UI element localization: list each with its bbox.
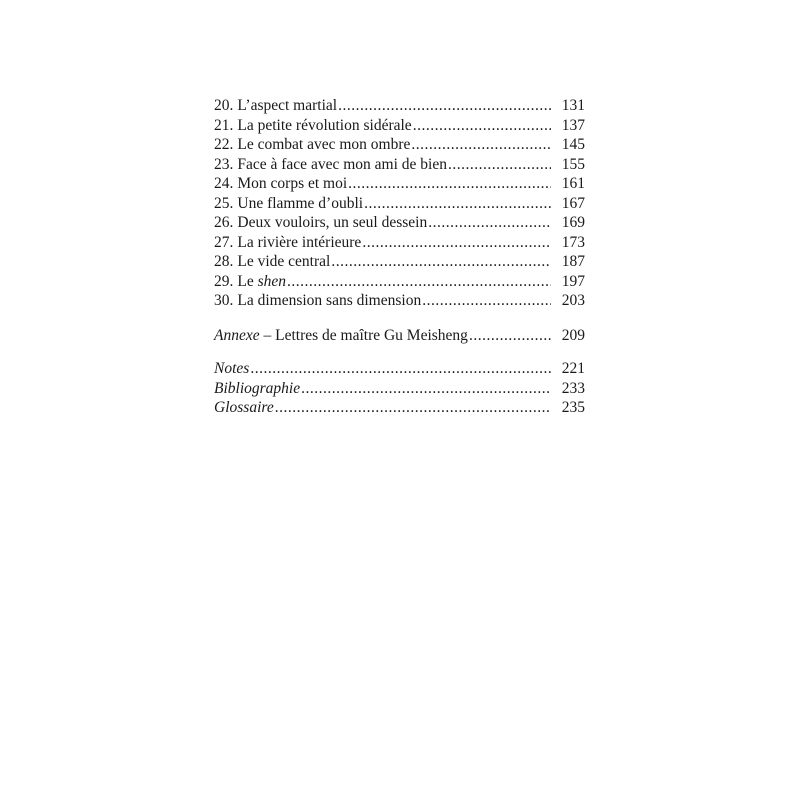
annex-label: Annexe xyxy=(214,326,260,344)
page-number: 203 xyxy=(561,292,585,309)
page-number: 173 xyxy=(561,233,585,251)
chapter-title: Face à face avec mon ami de bien xyxy=(237,155,447,173)
toc-entry-chapter-20 xyxy=(214,96,585,116)
page-number: 235 xyxy=(561,399,585,416)
toc-entry-chapter-30 xyxy=(214,291,585,311)
toc-entry-notes xyxy=(214,359,585,379)
chapter-title-italic: shen xyxy=(257,272,287,290)
table-of-contents xyxy=(214,96,585,418)
dot-leader xyxy=(469,326,551,346)
page-number: 137 xyxy=(561,116,585,134)
chapter-title-prefix: Le xyxy=(237,272,258,290)
dot-leader xyxy=(250,359,551,379)
dot-leader xyxy=(348,174,551,194)
chapter-number: 26. xyxy=(214,214,234,231)
dot-leader xyxy=(411,135,551,155)
toc-entry-chapter-23 xyxy=(214,155,585,175)
chapter-title: La rivière intérieure xyxy=(237,233,362,251)
back-matter-title: Notes xyxy=(214,360,250,377)
chapter-title: L’aspect martial xyxy=(237,97,338,114)
page-number: 221 xyxy=(561,360,585,377)
chapter-number: 22. xyxy=(214,136,234,153)
dot-leader xyxy=(364,194,551,214)
back-matter-title: Bibliographie xyxy=(214,379,301,397)
chapter-number: 24. xyxy=(214,175,234,192)
chapter-title: Le vide central xyxy=(237,253,331,270)
dot-leader xyxy=(338,96,551,116)
chapter-title: Le combat avec mon ombre xyxy=(237,136,411,153)
toc-entry-annex xyxy=(214,326,585,346)
chapter-number: 28. xyxy=(214,253,234,270)
toc-entry-chapter-25 xyxy=(214,194,585,214)
page-number: 233 xyxy=(561,379,585,397)
page-number: 145 xyxy=(561,136,585,153)
page-number: 167 xyxy=(561,194,585,212)
dot-leader xyxy=(301,379,551,399)
toc-entry-chapter-22 xyxy=(214,135,585,155)
chapter-number: 23. xyxy=(214,155,234,173)
page-number: 169 xyxy=(561,214,585,231)
toc-entry-chapter-29 xyxy=(214,272,585,292)
page-number: 131 xyxy=(561,97,585,114)
section-spacer xyxy=(214,311,585,326)
chapter-number: 29. xyxy=(214,272,234,290)
page-number: 155 xyxy=(561,155,585,173)
toc-entry-bibliographie xyxy=(214,379,585,399)
dot-leader xyxy=(413,116,551,136)
chapter-number: 27. xyxy=(214,233,234,251)
annex-title: – Lettres de maître Gu Meisheng xyxy=(259,326,468,344)
toc-entry-chapter-28 xyxy=(214,252,585,272)
chapter-number: 30. xyxy=(214,292,234,309)
toc-entry-chapter-24 xyxy=(214,174,585,194)
dot-leader xyxy=(422,291,551,311)
page-number: 161 xyxy=(561,175,585,192)
chapter-title: Mon corps et moi xyxy=(237,175,348,192)
toc-entry-chapter-26 xyxy=(214,213,585,233)
toc-entry-chapter-27 xyxy=(214,233,585,253)
dot-leader xyxy=(275,398,551,418)
chapter-number: 25. xyxy=(214,194,234,212)
section-spacer xyxy=(214,345,585,359)
dot-leader xyxy=(287,272,551,292)
chapter-title: La dimension sans dimension xyxy=(237,292,422,309)
chapter-title: Une flamme d’oubli xyxy=(237,194,364,212)
chapter-number: 20. xyxy=(214,97,234,114)
dot-leader xyxy=(448,155,551,175)
dot-leader xyxy=(331,252,551,272)
chapter-title: Deux vouloirs, un seul dessein xyxy=(237,214,428,231)
toc-entry-chapter-21 xyxy=(214,116,585,136)
chapter-number: 21. xyxy=(214,116,234,134)
page-number: 187 xyxy=(561,253,585,270)
dot-leader xyxy=(428,213,551,233)
toc-entry-glossaire xyxy=(214,398,585,418)
page-number: 197 xyxy=(561,272,585,290)
dot-leader xyxy=(362,233,551,253)
page-number: 209 xyxy=(561,326,585,344)
chapter-title: La petite révolution sidérale xyxy=(237,116,412,134)
back-matter-title: Glossaire xyxy=(214,399,274,416)
